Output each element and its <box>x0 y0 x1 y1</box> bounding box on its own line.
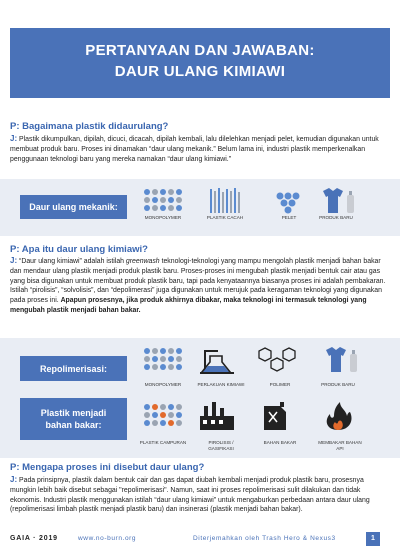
answer-3-prefix: J: <box>10 475 18 484</box>
repolymerization-label: Repolimerisasi: <box>20 356 127 381</box>
answer-2 <box>10 256 388 316</box>
answer-1 <box>10 134 388 164</box>
monopolymer-icon <box>144 348 182 370</box>
answer-1-text: Plastik dikumpulkan, dipilah, dicuci, dicacah, dipilah kembali, lalu dilelehkan menjadi pelet, kemudian digunakan untuk membuat produk baru. Proses ini dinamakan “daur ulang mekanik.” Belum lama ini, industri plastik memperkenalkan penggunaan teknologi baru yang mereka namakan “daur ulang kimiawi.” <box>10 136 379 163</box>
fuel-step-fuel: BAHAN BAKAR <box>263 440 297 445</box>
fuel-step-burning: MEMBAKAR BAHAN API <box>318 440 362 451</box>
mixed-plastic-icon <box>144 404 182 426</box>
repolymerization-illustration <box>140 342 365 382</box>
plastic-to-fuel-label-line1: Plastik menjadi <box>40 408 107 418</box>
shredded-plastic-icon <box>210 188 240 213</box>
fuel-can-icon <box>264 402 286 430</box>
answer-2-greenwash: greenwash <box>125 258 160 265</box>
polymer-icon <box>259 348 295 371</box>
fuel-step-pyrolysis: PIROLISIS / GASIFIKASI <box>208 440 234 451</box>
title-line-1: PERTANYAAN DAN JAWABAN: <box>85 42 315 59</box>
monopolymer-icon <box>144 189 182 211</box>
page-number: 1 <box>366 532 380 546</box>
plastic-to-fuel-label <box>20 398 127 440</box>
footer-translation-credit: Diterjemahkan oleh Trash Hero & Nexus3 <box>193 535 336 542</box>
footer <box>0 530 400 550</box>
title-banner <box>10 28 390 98</box>
answer-3-text: Pada prinsipnya, plastik dalam bentuk cair dan gas dapat diubah kembali menjadi produk plastik baru, prosesnya mungkin lebih baik disebut sebagai "repolimerisasi". Namun, saat ini proses repolimerisasi sulit dilakukan dan tidak ekonomis. Industri plastik menggunakan istilah “daur ulang kimiawi” untuk mengaburkan perbedaan antara daur ulang (repolimerisasi limbah plastik menjadi plastik baru) dan insinerasi (plastik menjadi bahan bakar). <box>10 477 370 514</box>
plastic-to-fuel-label-line2: bahan bakar: <box>45 420 102 430</box>
new-product-icon <box>326 347 357 372</box>
pyrolysis-plant-icon <box>200 402 234 430</box>
answer-2-text-b: teknologi-teknologi yang mampu mengolah plastik menjadi bahan bakar dan mendaur ulang plastik menjadi produk plastik baru. Proses-proses ini mengubah plastik menjadi bentuk cair atau gas yang bisa digunakan untuk membuat produk plastik baru, tapi pada kenyataannya biasanya proses ini adalah pembakaran. Istilah “pirolisis”, “solvolisis”, dan “depolimerasi” juga digunakan untuk merujuk pada keragaman teknologi yang digunakan pada proses ini. <box>10 258 386 305</box>
plastic-to-fuel-illustration <box>140 398 365 440</box>
question-1: P: Bagaimana plastik didaurulang? <box>10 121 169 132</box>
mech-step-monopolymer: MONOPOLYMER <box>144 215 182 220</box>
fuel-step-mixed-plastic: PLASTIK CAMPURAN <box>139 440 187 445</box>
chemical-treatment-icon <box>200 350 234 374</box>
question-3: P: Mengapa proses ini disebut daur ulang? <box>10 462 205 473</box>
mech-step-new-product: PRODUK BARU <box>319 215 353 220</box>
title-line-2: DAUR ULANG KIMIAWI <box>114 63 286 80</box>
pellet-icon <box>277 193 300 214</box>
question-2: P: Apa itu daur ulang kimiawi? <box>10 244 148 255</box>
answer-2-text-a: “Daur ulang kimiawi” adalah istilah <box>19 258 124 265</box>
answer-1-prefix: J: <box>10 134 18 143</box>
new-product-icon <box>323 188 354 213</box>
repoly-step-chemical-treatment: PERLAKUAN KIMIAWI <box>197 382 245 387</box>
answer-2-prefix: J: <box>10 256 18 265</box>
fire-icon <box>327 402 352 430</box>
repoly-step-monopolymer: MONOPOLYMER <box>144 382 182 387</box>
footer-site-link[interactable]: www.no-burn.org <box>78 535 137 542</box>
mech-step-shredded: PLASTIK CACAH <box>206 215 244 220</box>
footer-brand: GAIA · 2019 <box>10 535 58 542</box>
answer-3 <box>10 475 388 515</box>
mech-step-pellet: PELET <box>281 215 297 220</box>
repoly-step-new-product: PRODUK BARU <box>321 382 355 387</box>
answer-2-emphasis: Apapun prosesnya, jika produk akhirnya dibakar, maka teknologi ini termasuk teknologi yang mengubah plastik menjadi bahan bakar. <box>10 297 367 314</box>
mechanical-recycling-label: Daur ulang mekanik: <box>20 195 127 219</box>
repoly-step-polymer: POLIMER <box>269 382 291 387</box>
